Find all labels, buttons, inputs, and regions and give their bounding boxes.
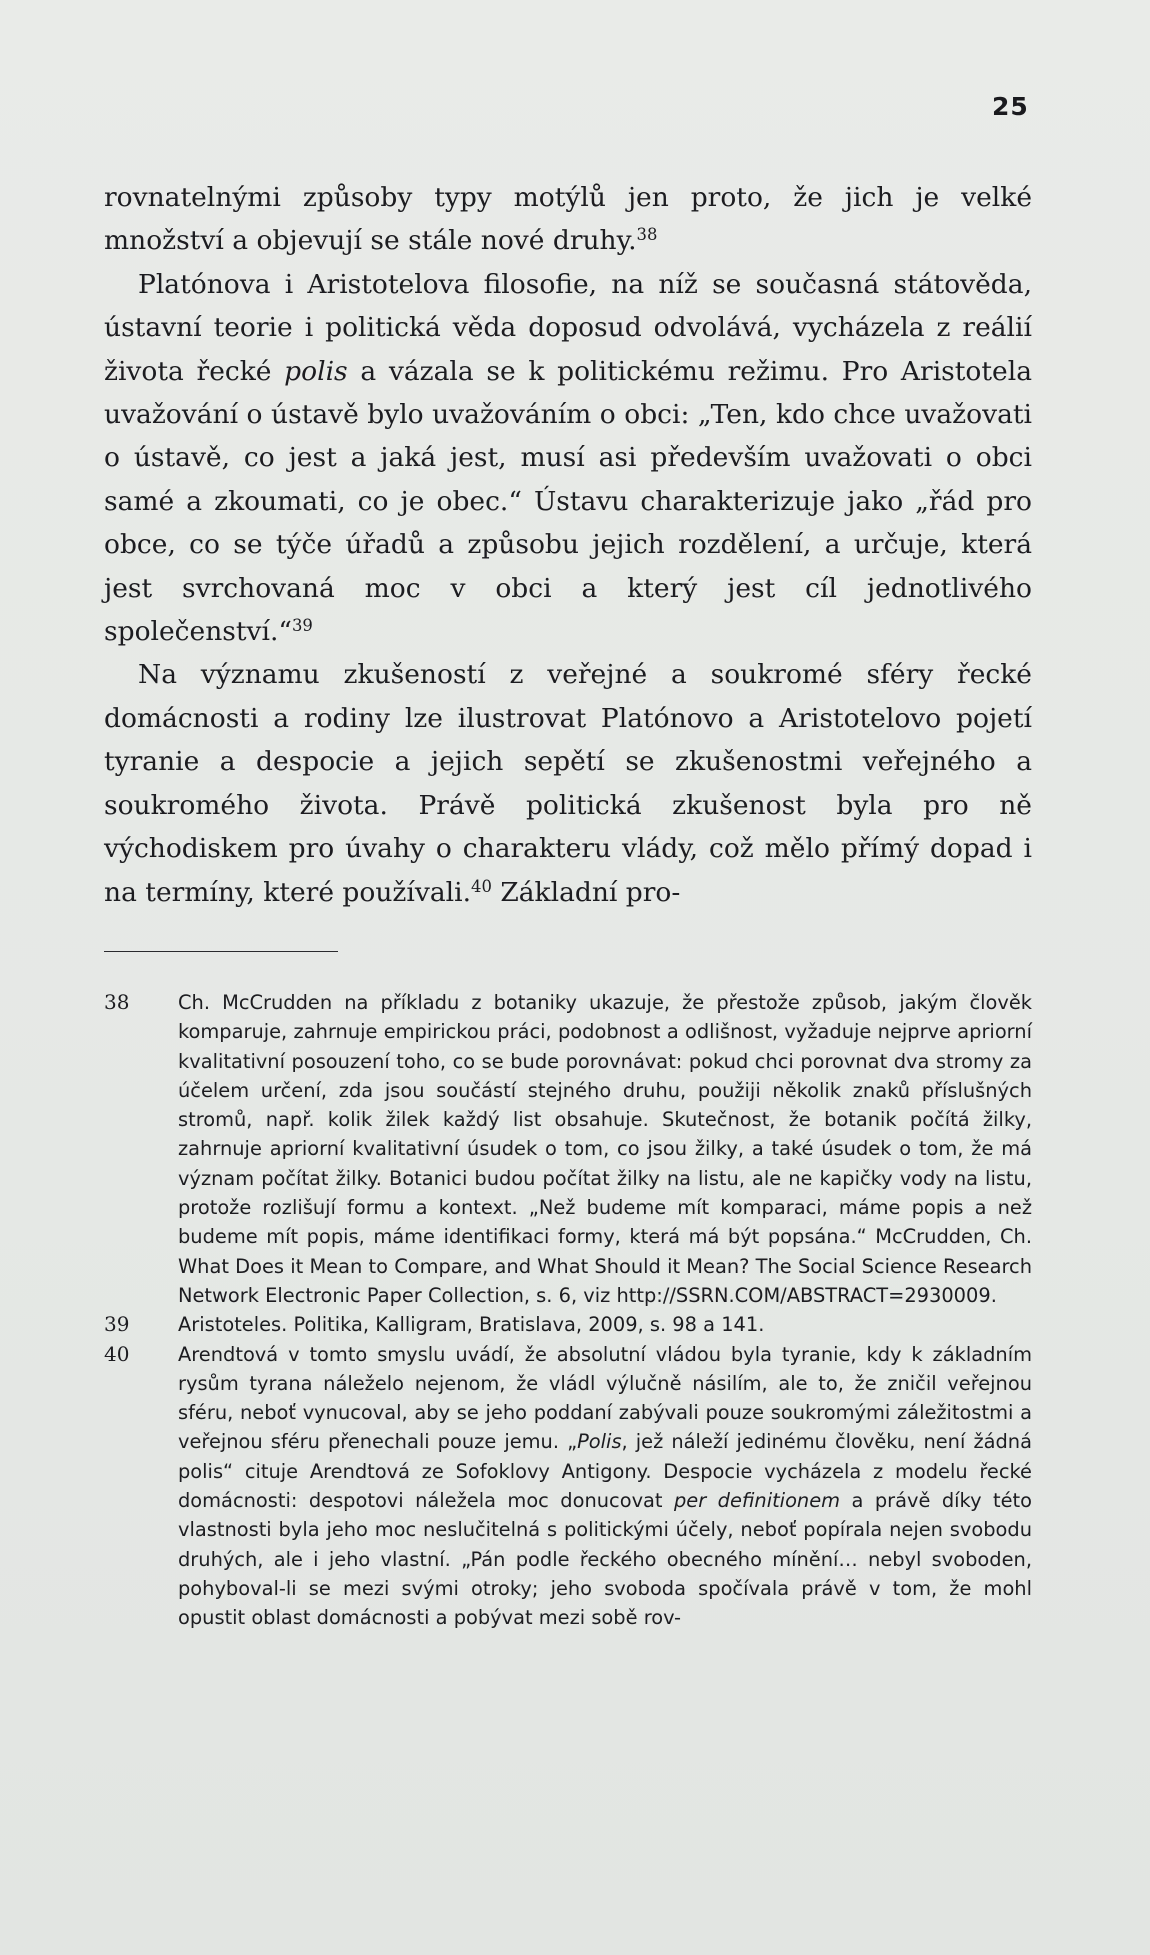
- footnote-40-emphasis-polis: Polis: [577, 1430, 622, 1454]
- footnote-number: 40: [104, 1341, 130, 1366]
- paragraph-3: [104, 653, 1032, 913]
- footnote-ref-38: 38: [636, 225, 658, 245]
- paragraph-3-text-b: Základní pro-: [491, 876, 681, 908]
- footnote-number: 38: [104, 990, 130, 1014]
- paragraph-2-emphasis: polis: [284, 355, 348, 387]
- footnote-40-text-b: , jež náleží jedinému člověku, není žádná polis“ cituje Arendtová ze Sofoklovy Antigony. Despocie vycházela z modelu řecké domácnosti: despotovi náležela moc donucovat: [178, 1430, 1032, 1513]
- footnote-39: [104, 1310, 1032, 1339]
- footnote-38: [104, 988, 1032, 1310]
- footnote-text: Aristoteles. Politika, Kalligram, Bratislava, 2009, s. 98 a 141.: [178, 1313, 765, 1337]
- footnote-number: 39: [104, 1312, 130, 1337]
- footnote-separator: [104, 951, 338, 952]
- paragraph-2-text-b: a vázala se k politickému režimu. Pro Aristotela uvažování o ústavě bylo uvažováním o obci: „Ten, kdo chce uvažovati o ústavě, co jest a jaká jest, musí asi především uvažovati o obci samé a zkoumati, co je obec.“ Ústavu charakterizuje jako „řád pro obce, co se týče úřadů a způsobu jejich rozdělení, a určuje, která jest svrchovaná moc v obci a který jest cíl jednotlivého společenství.“: [104, 355, 1032, 648]
- paragraph-1-text: rovnatelnými způsoby typy motýlů jen proto, že jich je velké množství a objevují se stále nové druhy.: [104, 182, 1032, 257]
- footnote-ref-39: 39: [291, 616, 313, 636]
- main-text: [104, 176, 1032, 914]
- footnote-ref-40: 40: [471, 876, 492, 896]
- footnote-40-emphasis-latin: per definitionem: [673, 1489, 841, 1513]
- paragraph-2-text-a: Platónova i Aristotelova filosofie, na níž se současná státověda, ústavní teorie i politická věda doposud odvolává, vycházela z reálií života řecké: [104, 268, 1032, 387]
- footnote-text: [178, 1340, 1032, 1633]
- paragraph-1: [104, 176, 1032, 263]
- paragraph-3-text-a: Na významu zkušeností z veřejné a soukromé sféry řecké domácnosti a rodiny lze ilustrovat Platónovo a Aristotelovo pojetí tyranie a despocie a jejich sepětí se zkušenostmi veřejného a soukromého života. Právě politická zkušenost byla pro ně východiskem pro úvahy o charakteru vlády, což mělo přímý dopad i na termíny, které používali.: [104, 659, 1032, 908]
- page-number: 25: [992, 92, 1029, 121]
- footnote-40-text-a: Arendtová v tomto smyslu uvádí, že absolutní vládou byla tyranie, kdy k základním rysům tyrana náleželo nejenom, že vládl výlučně násilím, ale to, že zničil veřejnou sféru, neboť vynucoval, aby se jeho poddaní zabývali pouze soukromými záležitostmi a veřejnou sféru přenechali pouze jemu. „: [178, 1342, 1032, 1454]
- footnote-40: [104, 1340, 1032, 1633]
- paragraph-2: [104, 263, 1032, 654]
- footnote-text: Ch. McCrudden na příkladu z botaniky ukazuje, že přestože způsob, jakým člověk komparuje, zahrnuje empirickou práci, podobnost a odlišnost, vyžaduje nejprve apriorní kvalitativní posouzení toho, co se bude porovnávat: pokud chci porovnat dva stromy za účelem určení, zda jsou součástí stejného druhu, použiji několik znaků příslušných stromů, např. kolik žilek každý list obsahuje. Skutečnost, že botanik počítá žilky, zahrnuje apriorní kvalitativní úsudek o tom, co jsou žilky, a také úsudek o tom, že má význam počítat žilky. Botanici budou počítat žilky na listu, ale ne kapičky vody na listu, protože rozlišují formu a kontext. „Než budeme mít komparaci, máme popis a než budeme mít popis, máme identifikaci formy, která má být popsána.“ McCrudden, Ch. What Does it Mean to Compare, and What Should it Mean? The Social Science Research Network Electronic Paper Collection, s. 6, viz http://SSRN.COM/ABSTRACT=2930009.: [178, 991, 1032, 1307]
- footnotes: [104, 988, 1032, 1633]
- footnote-40-text-c: a právě díky této vlastnosti byla jeho moc neslučitelná s politickými účely, neboť popírala nejen svobodu druhých, ale i jeho vlastní. „Pán podle řeckého obecného mínění… nebyl svoboden, pohyboval-li se mezi svými otroky; jeho svoboda spočívala právě v tom, že mohl opustit oblast domácnosti a pobývat mezi sobě rov-: [178, 1489, 1032, 1630]
